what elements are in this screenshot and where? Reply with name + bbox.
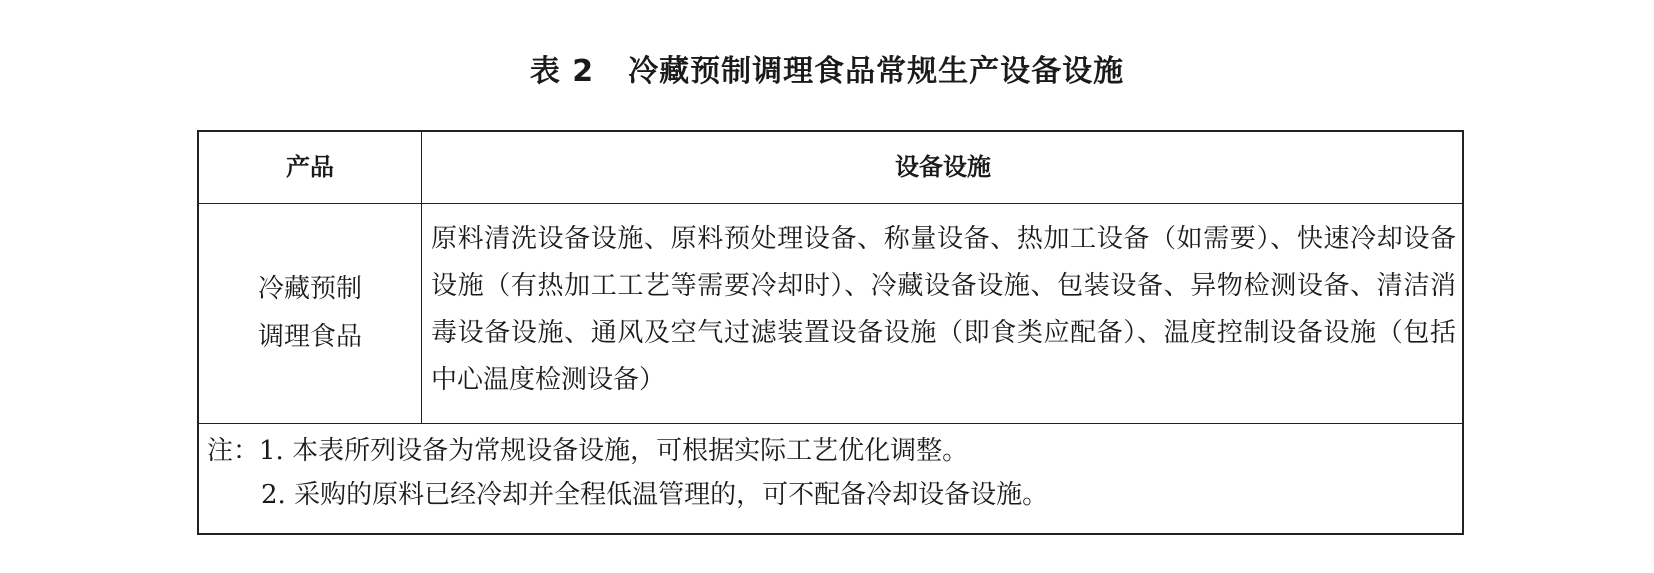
note-2: 2. 采购的原料已经冷却并全程低温管理的，可不配备冷却设备设施。 xyxy=(261,480,1049,510)
note-1: 注：1. 本表所列设备为常规设备设施，可根据实际工艺优化调整。 xyxy=(207,436,969,466)
equipment-table xyxy=(197,130,1464,535)
product-cell xyxy=(199,204,421,422)
table-notes xyxy=(199,424,1462,533)
table-header-row xyxy=(199,132,1462,204)
table-caption: 冷藏预制调理食品常规生产设备设施 xyxy=(628,54,1125,89)
header-equipment: 设备设施 xyxy=(895,153,991,181)
table-number: 表 2 xyxy=(529,54,595,89)
product-name-line1: 冷藏预制 xyxy=(257,274,362,304)
product-name-line2: 调理食品 xyxy=(257,322,362,352)
header-product: 产品 xyxy=(286,153,334,181)
table-title xyxy=(0,46,1654,90)
table-row xyxy=(199,204,1462,424)
equipment-cell: 原料清洗设备设施、原料预处理设备、称量设备、热加工设备（如需要）、快速冷却设备设施（有热加工工艺等需要冷却时）、冷藏设备设施、包装设备、异物检测设备、清洁消毒设备设施、通风及空气过滤装置设备设施（即食类应配备）、温度控制设备设施（包括中心温度检测设备） xyxy=(431,224,1456,395)
